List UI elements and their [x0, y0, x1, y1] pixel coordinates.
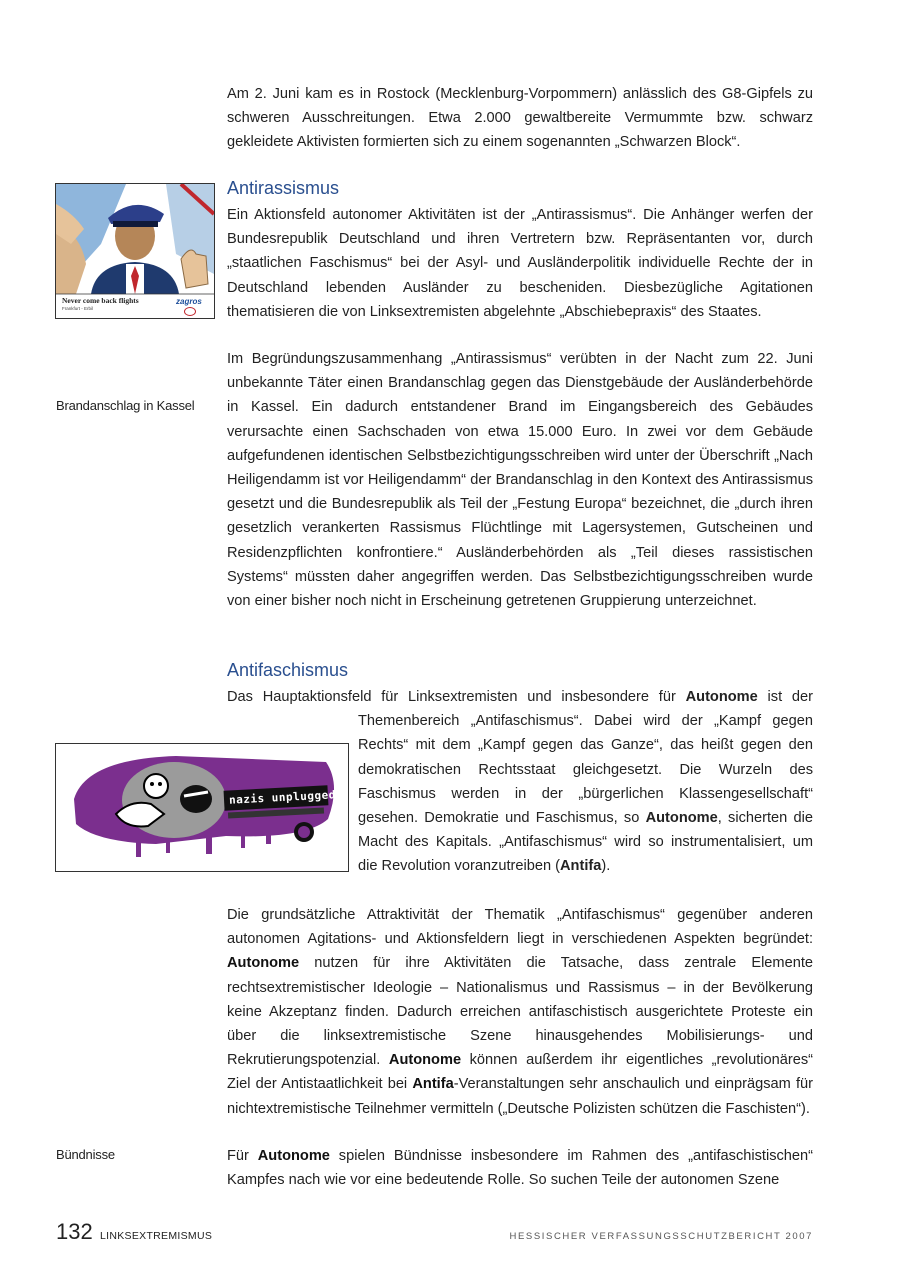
p5-text-3: können außerdem ihr eigentliches „revolutionäres“ Ziel der Antistaatlichkeit bei: [227, 1052, 814, 1093]
antifa-graphic: [56, 744, 348, 871]
p6-bold-autonome: Autonome: [257, 1148, 330, 1164]
margin-note-kassel: Brandanschlag in Kassel: [56, 398, 195, 413]
paragraph-attraktivitaet: [227, 903, 813, 1121]
p4-text-1: Das Hauptaktionsfeld für Linksextremisten und insbesondere für: [227, 689, 686, 705]
p4-bold-autonome-1: Autonome: [685, 689, 758, 705]
paragraph-rostock: Am 2. Juni kam es in Rostock (Mecklenburg-Vorpommern) anlässlich des G8-Gipfels zu schweren Ausschreitungen. Etwa 2.000 gewaltbereite Vermummte bzw. schwarz gekleidete Aktivisten formierten sich zu einem sogenannten „Schwarzen Block“.: [227, 86, 813, 151]
p4-text-3: , sicherten die Macht des Kapitals. „Antifaschismus“ wird so instrumentalisiert, um die Revolution voranzutreiben (: [358, 810, 813, 875]
p6-text-2: spielen Bündnisse insbesondere im Rahmen des „antifaschistischen“ Kampfes nach wie vor eine bedeutende Rolle. So suchen Teile der autonomen Szene: [227, 1148, 814, 1189]
nazis-unplugged-image: [55, 743, 349, 872]
p5-bold-antifa: Antifa: [412, 1076, 454, 1093]
wrap-spacer-top: [55, 685, 227, 733]
paragraph-antirassismus: Ein Aktionsfeld autonomer Aktivitäten ist der „Antirassismus“. Die Anhänger werfen der Bundesrepublik Deutschland und ihren Vertretern bzw. Repräsentanten vor, durch „staatlichen Faschismus“ bei der Asyl- und Ausländerpolitik individuelle Rechte der in Deutschland lebenden Ausländer zu bescheniden. Diesbezügliche Agitationen thematisieren die von Linksextremisten abgelehnte „Abschiebepraxis“ des Staates.: [227, 207, 813, 320]
p4-text-4: ).: [601, 858, 611, 875]
poster-caption: Never come back flights: [62, 296, 139, 305]
zagros-logo: zagros: [176, 297, 202, 306]
p5-text-2: nutzen für ihre Aktivitäten die Tatsache, dass zentrale Elemente rechtsextremistischer Ideologie – Nationalismus und Rassismus – in der Bevölkerung keine Akzeptanz finden. Dadurch erreichen antifaschistisch ausgerichtete Proteste ein über die linksextremistische Szene hinausgehendes Mobilisierungs- und Rekrutierungspotenzial.: [227, 955, 813, 1069]
p5-text-4: -Veranstaltungen sehr anschaulich und einprägsam für nichtextremistische Teilnehmer vermitteln („Deutsche Polizisten schützen die Faschisten“).: [227, 1076, 814, 1117]
heading-antifaschismus: Antifaschismus: [227, 660, 349, 680]
p4-bold-antifa: Antifa: [560, 858, 602, 875]
logo-emblem-icon: [184, 307, 196, 316]
p4-bold-autonome-2: Autonome: [645, 810, 718, 827]
p5-bold-autonome-1: Autonome: [227, 955, 300, 972]
footer-publication-title: HESSISCHER VERFASSUNGSSCHUTZBERICHT 2007: [509, 1231, 813, 1242]
poster-image-never-come-back: [55, 183, 215, 319]
p5-text-1: Die grundsätzliche Attraktivität der Thematik „Antifaschismus“ gegenüber anderen autonomen Agitations- und Aktionsfeldern liegt in verschiedenen Aspekten begründet:: [227, 907, 813, 948]
heading-antirassismus: Antirassismus: [227, 178, 340, 198]
banner-text: nazis unplugged: [228, 788, 337, 807]
paragraph-kassel: Im Begründungszusammenhang „Antirassismus“ verübten in der Nacht zum 22. Juni unbekannte Täter einen Brandanschlag gegen das Dienstgebäude der Ausländerbehörde in Kassel. Ein dadurch entstandener Brand im Eingangsbereich des Gebäudes verursachte einen Sachschaden von etwa 15.000 Euro. In zwei vor dem Gebäude aufgefundenen identischen Selbstbezichtigungsschreiben wird unter der Überschrift „Nach Heiligendamm ist vor Heiligendamm“ der Brandanschlag in den Kontext des Antirassismus gesetzt und die Bundesrepublik als Teil der „Festung Europa“ bezeichnet, die „durch ihren gesetzlich verankerten Rassismus Flüchtlinge mit Lagersystemen, Gutscheinen und Residenzpflichten konfrontiere.“ Ausländerbehörden als „Teil dieses rassistischen Systems“ müssten daher angegriffen werden. Das Selbstbezichtigungsschreiben wurde von einer bisher noch nicht in Erscheinung getretenen Gruppierung unterzeichnet.: [227, 351, 813, 610]
footer-section-label: LINKSEXTREMISMUS: [100, 1230, 213, 1242]
p4-text-2: ist der Themenbereich „Antifaschismus“. Dabei wird der „Kampf gegen Rechts“ mit dem „Kampf gegen das Ganze“, das heißt gegen den demokratischen Rechtsstaat gleichgesetzt. Die Wurzeln des Faschismus werden in der „bürgerlichen Klassengesellschaft“ gesehen. Demokratie und Faschismus, so: [358, 689, 813, 827]
p5-bold-autonome-2: Autonome: [388, 1052, 462, 1069]
margin-note-buendnisse: Bündnisse: [56, 1147, 115, 1162]
p6-text-1: Für: [227, 1148, 258, 1164]
paragraph-buendnisse: [227, 1144, 813, 1192]
poster-subcaption: Frankfurt - Erbil: [62, 306, 94, 311]
page-number: 132: [56, 1219, 93, 1244]
